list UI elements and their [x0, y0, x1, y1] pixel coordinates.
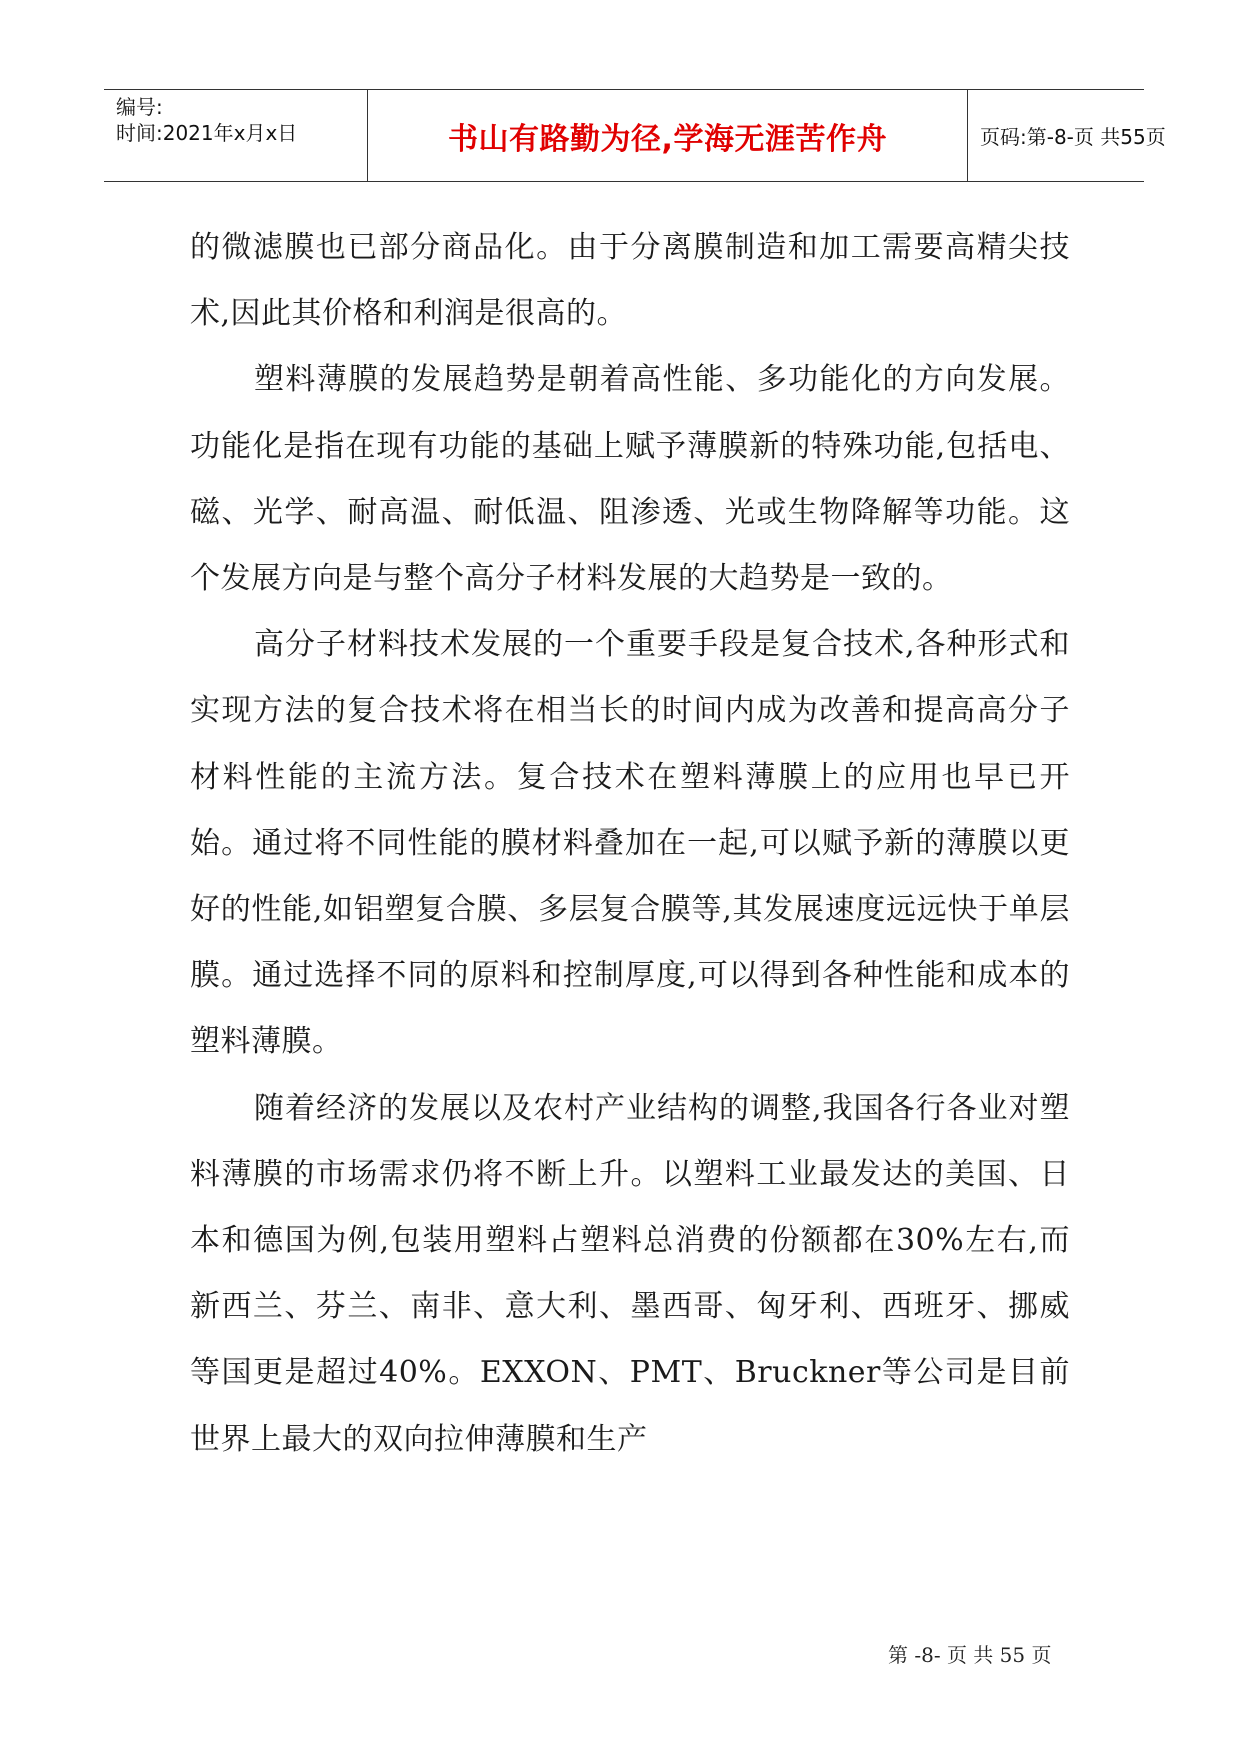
paragraph-film-trends: 塑料薄膜的发展趋势是朝着高性能、多功能化的方向发展。功能化是指在现有功能的基础上赋予薄膜新的特殊功能,包括电、磁、光学、耐高温、耐低温、阻渗透、光或生物降解等功能。这个发展方向是与整个高分子材料发展的大趋势是一致的。	[190, 362, 1070, 597]
page-header	[104, 89, 1166, 182]
header-motto: 书山有路勤为径,学海无涯苦作舟	[368, 90, 968, 181]
time-label: 时间:2021年x月x日	[116, 121, 298, 145]
page-footer: 第 -8- 页 共 55 页	[888, 1643, 1052, 1667]
header-meta-cell	[104, 90, 368, 181]
serial-number-label: 编号:	[116, 95, 163, 119]
paragraph-market-demand: 随着经济的发展以及农村产业结构的调整,我国各行各业对塑料薄膜的市场需求仍将不断上升。以塑料工业最发达的美国、日本和德国为例,包装用塑料占塑料总消费的份额都在30%左右,而新西兰、芬兰、南非、意大利、墨西哥、匈牙利、西班牙、挪威等国更是超过40%。EXXON、PMT、Bruckner等公司是目前世界上最大的双向拉伸薄膜和生产	[190, 1090, 1070, 1457]
paragraph-composite-tech: 高分子材料技术发展的一个重要手段是复合技术,各种形式和实现方法的复合技术将在相当长的时间内成为改善和提高高分子材料性能的主流方法。复合技术在塑料薄膜上的应用也早已开始。通过将不同性能的膜材料叠加在一起,可以赋予新的薄膜以更好的性能,如铝塑复合膜、多层复合膜等,其发展速度远远快于单层膜。通过选择不同的原料和控制厚度,可以得到各种性能和成本的塑料薄膜。	[190, 627, 1070, 1060]
paragraph-continued: 的微滤膜也已部分商品化。由于分离膜制造和加工需要高精尖技术,因此其价格和利润是很高的。	[190, 230, 1070, 332]
document-body	[190, 215, 1070, 1473]
header-page-code: 页码:第-8-页 共55页	[980, 125, 1166, 149]
